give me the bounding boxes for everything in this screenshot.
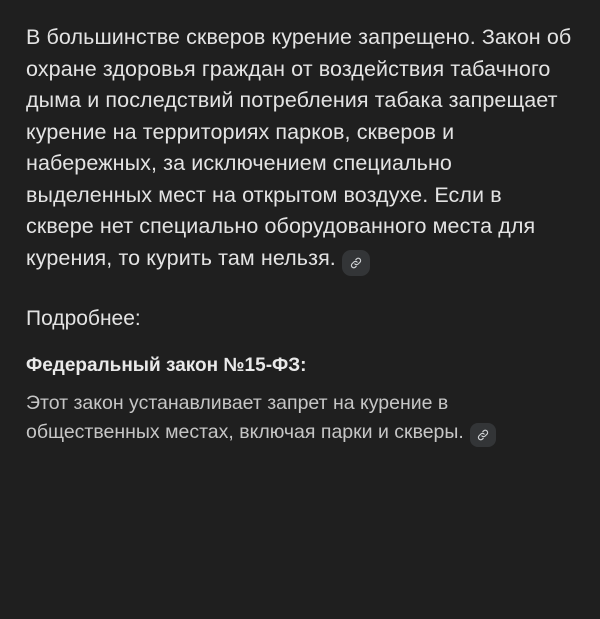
- link-icon[interactable]: [342, 250, 370, 276]
- list-item: [26, 352, 572, 447]
- list-item-title: Федеральный закон №15-ФЗ:: [26, 354, 307, 376]
- main-answer-text: В большинстве скверов курение запрещено. Закон об охране здоровья граждан от воздействия табачного дыма и последствий потребления табака запрещает курение на территориях парков, скверов и набережных, за исключением специально выделенных мест на открытом воздухе. Если в сквере нет специально оборудованного места для курения, то курить там нельзя.: [26, 25, 572, 270]
- link-icon[interactable]: [470, 423, 496, 447]
- main-answer-paragraph: [26, 22, 572, 276]
- list-item-body-wrapper: [26, 389, 566, 447]
- list-item-body: Этот закон устанавливает запрет на курение в общественных местах, включая парки и скверы.: [26, 391, 464, 443]
- details-heading: Подробнее:: [26, 306, 141, 330]
